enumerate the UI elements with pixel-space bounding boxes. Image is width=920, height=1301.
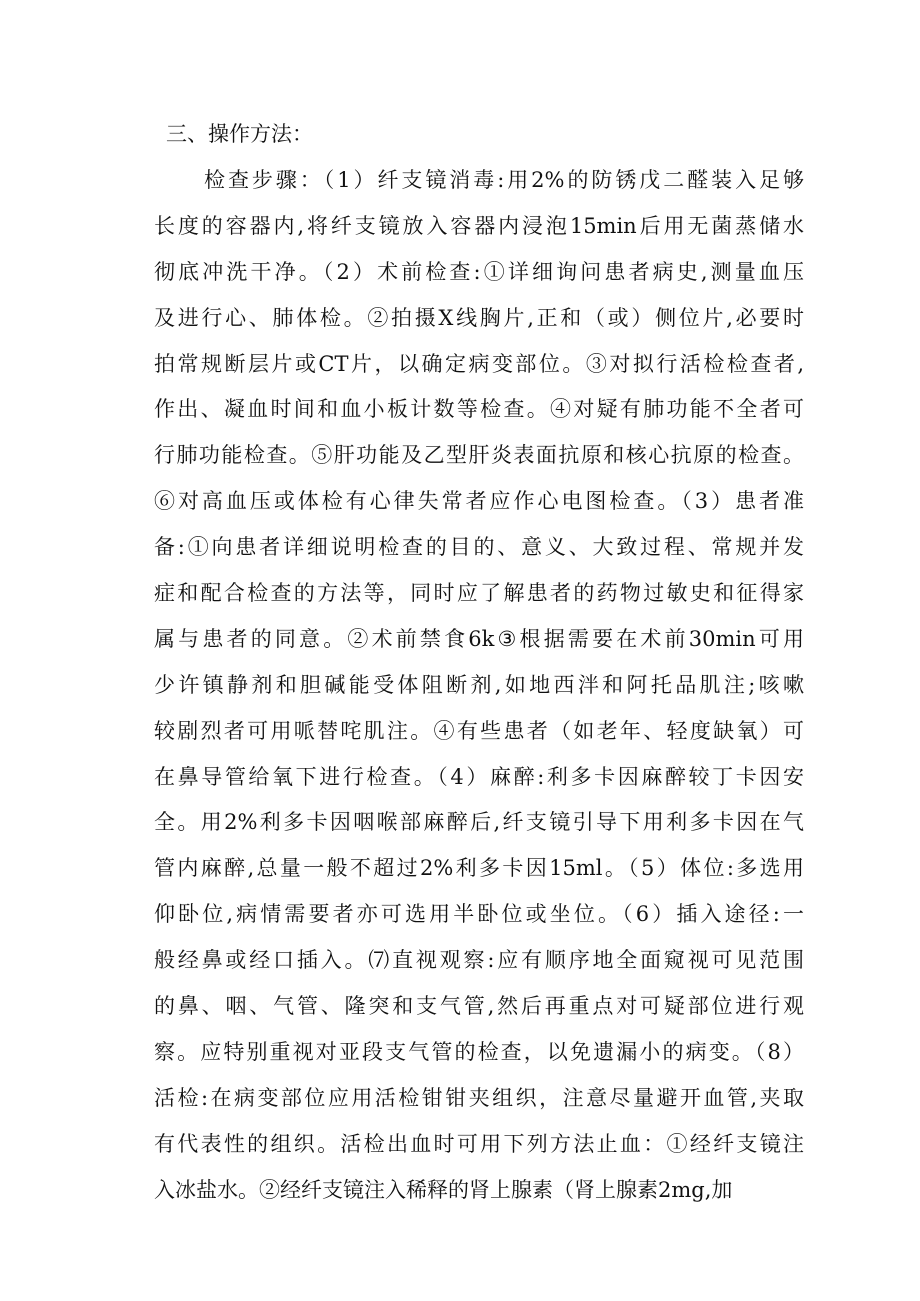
procedure-paragraph	[154, 162, 804, 1217]
paragraph-line: 的鼻、咽、气管、隆突和支气管,然后再重点对可疑部位进行观	[154, 994, 804, 1019]
paragraph-line: ⑥对高血压或体检有心律失常者应作心电图检查。（3）患者准	[154, 489, 804, 514]
paragraph-line: 及进行心、肺体检。②拍摄X线胸片,正和（或）侧位片,必要时	[154, 305, 804, 330]
paragraph-line: 般经鼻或经口插入。⑺直视观察:应有顺序地全面窥视可见范围	[154, 948, 804, 973]
paragraph-line: 仰卧位,病情需要者亦可选用半卧位或坐位。（6）插入途径:一	[154, 902, 804, 927]
paragraph-line: 在鼻导管给氧下进行检查。（4）麻醉:利多卡因麻醉较丁卡因安	[154, 764, 804, 789]
paragraph-line: 察。应特别重视对亚段支气管的检查，以免遗漏小的病变。（8）	[154, 1039, 804, 1064]
paragraph-line: 彻底冲洗干净。（2）术前检查:①详细询问患者病史,测量血压	[154, 259, 804, 284]
paragraph-line: 作出、凝血时间和血小板计数等检查。④对疑有肺功能不全者可	[154, 397, 804, 422]
paragraph-line: 拍常规断层片或CT片，以确定病变部位。③对拟行活检检查者,	[154, 351, 804, 376]
paragraph-line: 较剧烈者可用哌替咤肌注。④有些患者（如老年、轻度缺氧）可	[154, 718, 804, 743]
paragraph-line: 备:①向患者详细说明检查的目的、意义、大致过程、常规并发	[154, 535, 804, 560]
paragraph-line: 长度的容器内,将纤支镜放入容器内浸泡15min后用无菌蒸储水	[154, 213, 804, 238]
paragraph-line: 行肺功能检查。⑤肝功能及乙型肝炎表面抗原和核心抗原的检查。	[154, 443, 804, 468]
paragraph-line: 检查步骤：（1）纤支镜消毒:用2%的防锈戊二醛装入足够	[204, 168, 804, 192]
paragraph-line: 管内麻醉,总量一般不超过2%利多卡因15ml。（5）体位:多选用	[154, 856, 804, 881]
paragraph-line: 全。用2%利多卡因咽喉部麻醉后,纤支镜引导下用利多卡因在气	[154, 810, 804, 835]
paragraph-line: 症和配合检查的方法等，同时应了解患者的药物过敏史和征得家	[154, 581, 804, 606]
paragraph-line: 有代表性的组织。活检出血时可用下列方法止血：①经纤支镜注	[154, 1131, 804, 1156]
paragraph-line: 属与患者的同意。②术前禁食6k③根据需要在术前30min可用	[154, 626, 804, 651]
paragraph-line: 活检:在病变部位应用活检钳钳夹组织，注意尽量避开血管,夹取	[154, 1085, 804, 1110]
paragraph-line: 入冰盐水。②经纤支镜注入稀释的肾上腺素（肾上腺素2mg,加	[154, 1177, 733, 1202]
section-heading: 三、操作方法：	[166, 122, 313, 146]
paragraph-line: 少许镇静剂和胆碱能受体阻断剂,如地西泮和阿托品肌注;咳嗽	[154, 672, 804, 697]
